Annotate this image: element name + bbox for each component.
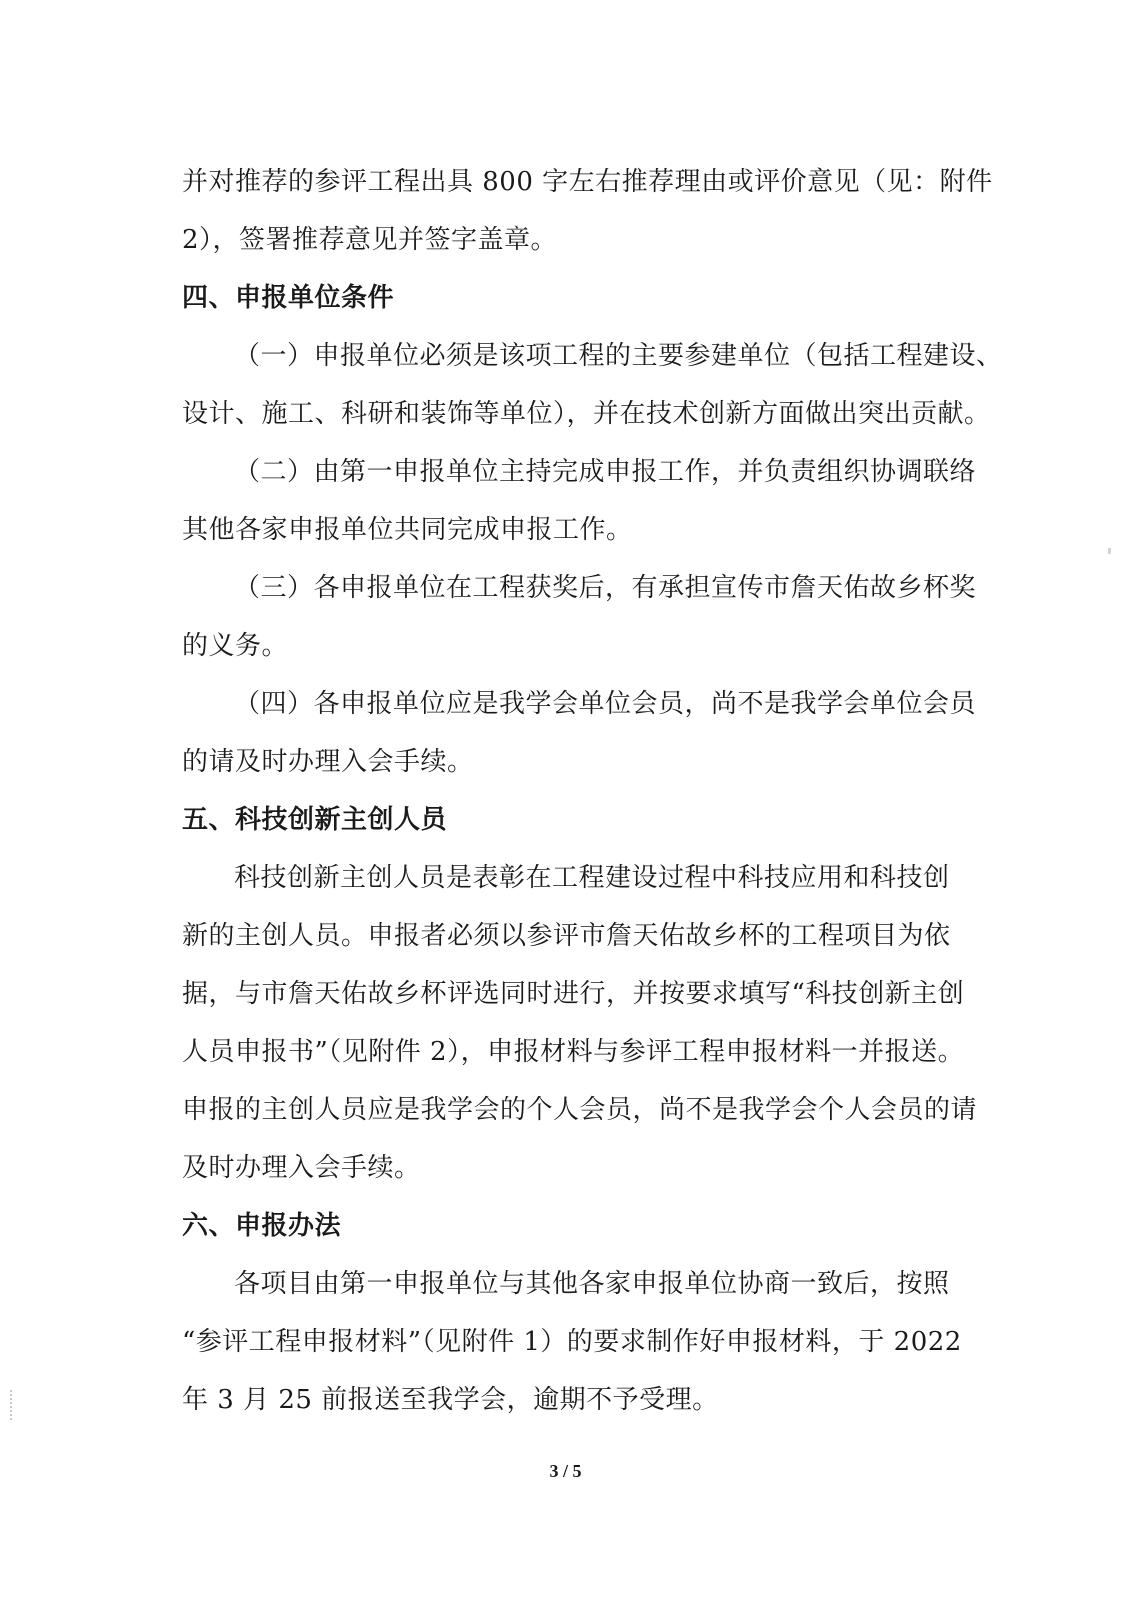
text-line: 及时办理入会手续。: [182, 1153, 421, 1183]
text-line: （二）由第一申报单位主持完成申报工作，并负责组织协调联络: [234, 457, 977, 487]
text-line: 其他各家申报单位共同完成申报工作。: [182, 515, 633, 545]
text-line: 据，与市詹天佑故乡杯评选同时进行，并按要求填写“科技创新主创: [182, 979, 965, 1009]
text-line: 设计、施工、科研和装饰等单位），并在技术创新方面做出突出贡献。: [182, 399, 991, 429]
text-line: 的请及时办理入会手续。: [182, 747, 474, 777]
text-line: “参评工程申报材料”（见附件 1）的要求制作好申报材料，于 2022: [182, 1327, 962, 1357]
text-line: （一）申报单位必须是该项工程的主要参建单位（包括工程建设、: [234, 341, 1003, 371]
document-body: [182, 153, 1003, 1429]
text-line: 申报的主创人员应是我学会的个人会员，尚不是我学会个人会员的请: [182, 1095, 978, 1125]
text-line: 科技创新主创人员是表彰在工程建设过程中科技应用和科技创: [234, 863, 950, 893]
scan-artifact-mark: [1108, 548, 1111, 554]
section-heading-applicant-conditions: 四、申报单位条件: [182, 283, 395, 313]
text-line: 各项目由第一申报单位与其他各家申报单位协商一致后，按照: [234, 1269, 950, 1299]
text-line: 年 3 月 25 前报送至我学会，逾期不予受理。: [182, 1385, 719, 1415]
section-heading-innovation-staff: 五、科技创新主创人员: [182, 805, 448, 835]
text-line: （三）各申报单位在工程获奖后，有承担宣传市詹天佑故乡杯奖: [234, 573, 977, 603]
page-number: 3 / 5: [549, 1461, 582, 1481]
text-line: （四）各申报单位应是我学会单位会员，尚不是我学会单位会员: [234, 689, 977, 719]
text-line: 新的主创人员。申报者必须以参评市詹天佑故乡杯的工程项目为依: [182, 921, 951, 951]
text-line: 2），签署推荐意见并签字盖章。: [182, 225, 558, 255]
section-heading-application-method: 六、申报办法: [182, 1211, 342, 1241]
text-line: 的义务。: [182, 631, 289, 661]
text-line: 并对推荐的参评工程出具 800 字左右推荐理由或评价意见（见：附件: [182, 167, 993, 197]
scan-artifact-dots: [10, 1390, 14, 1420]
text-line: 人员申报书”（见附件 2），申报材料与参评工程申报材料一并报送。: [182, 1037, 965, 1067]
